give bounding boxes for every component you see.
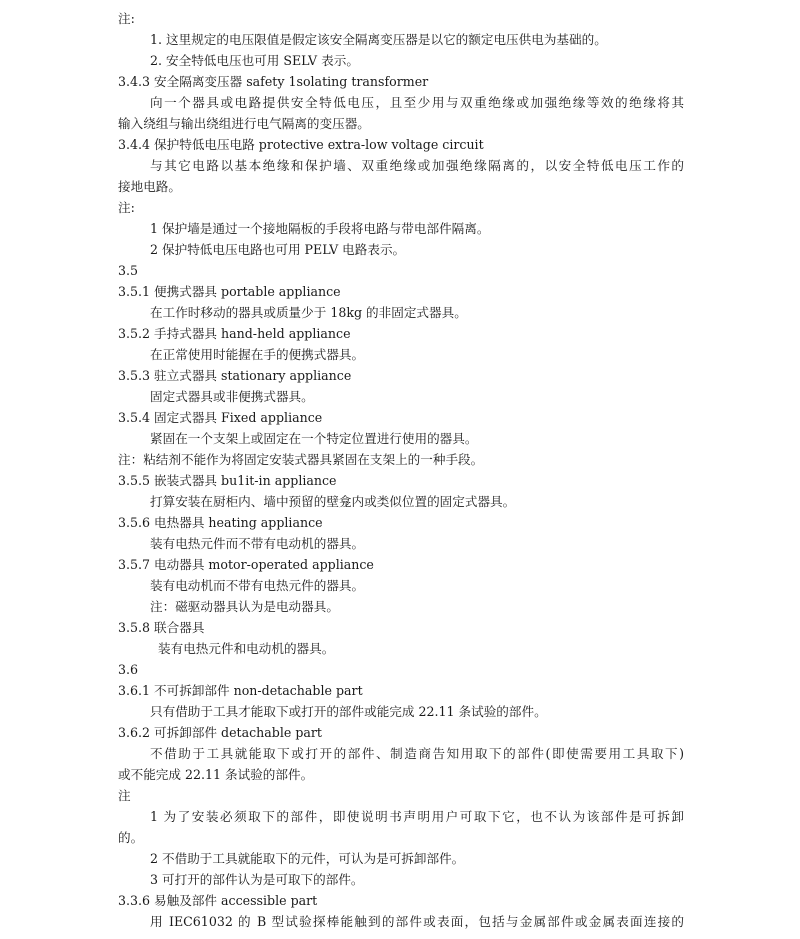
note-item: 的。 [118, 830, 144, 845]
paragraph-line: 或不能完成 22.11 条试验的部件。 [118, 767, 314, 782]
section-heading: 3.5.5 嵌装式器具 bu1it-in appliance [118, 473, 337, 488]
section-heading: 3.6.2 可拆卸部件 detachable part [118, 725, 322, 740]
section-heading: 3.4.3 安全隔离变压器 safety 1solating transformer [118, 74, 429, 89]
section-heading: 3.6 [118, 662, 139, 677]
note-item: 2 不借助于工具就能取下的元件，可认为是可拆卸部件。 [150, 851, 465, 866]
paragraph-line: 向一个器具或电路提供安全特低电压，且至少用与双重绝缘或加强绝缘等效的绝缘将其 [150, 95, 684, 110]
paragraph-line: 装有电动机而不带有电热元件的器具。 [150, 578, 365, 593]
section-heading: 3.5.7 电动器具 motor-operated appliance [118, 557, 374, 572]
note-item: 1. 这里规定的电压限值是假定该安全隔离变压器是以它的额定电压供电为基础的。 [150, 32, 607, 47]
note-line: 注：磁驱动器具认为是电动器具。 [150, 599, 339, 614]
section-heading: 3.4.4 保护特低电压电路 protective extra-low voltage circuit [118, 137, 484, 152]
note-heading: 注 [118, 788, 131, 803]
section-heading: 3.5.1 便携式器具 portable appliance [118, 284, 341, 299]
paragraph-line: 在正常使用时能握在手的便携式器具。 [150, 347, 365, 362]
section-heading: 3.5.3 驻立式器具 stationary appliance [118, 368, 352, 383]
section-heading: 3.5.8 联合器具 [118, 620, 205, 635]
paragraph-line: 固定式器具或非便携式器具。 [150, 389, 314, 404]
note-heading: 注: [118, 11, 135, 26]
section-heading: 3.6.1 不可拆卸部件 non-detachable part [118, 683, 363, 698]
section-heading: 3.5.6 电热器具 heating appliance [118, 515, 323, 530]
paragraph-line: 用 IEC61032 的 B 型试验探棒能触到的部件或表面，包括与金属部件或金属表面连接的 [150, 914, 684, 929]
paragraph-line: 紧固在一个支架上或固定在一个特定位置进行使用的器具。 [150, 431, 478, 446]
note-line: 注：粘结剂不能作为将固定安装式器具紧固在支架上的一种手段。 [118, 452, 484, 467]
section-heading: 3.5 [118, 263, 139, 278]
note-heading: 注: [118, 200, 135, 215]
note-item: 1 为了安装必须取下的部件，即使说明书声明用户可取下它，也不认为该部件是可拆卸 [150, 809, 684, 824]
paragraph-line: 输入绕组与输出绕组进行电气隔离的变压器。 [118, 116, 370, 131]
paragraph-line: 与其它电路以基本绝缘和保护墙、双重绝缘或加强绝缘隔离的，以安全特低电压工作的 [150, 158, 684, 173]
section-heading: 3.3.6 易触及部件 accessible part [118, 893, 318, 908]
section-heading: 3.5.4 固定式器具 Fixed appliance [118, 410, 323, 425]
paragraph-line: 装有电热元件和电动机的器具。 [158, 641, 335, 656]
note-item: 2 保护特低电压电路也可用 PELV 电路表示。 [150, 242, 406, 257]
note-item: 3 可打开的部件认为是可取下的部件。 [150, 872, 364, 887]
note-item: 1 保护墙是通过一个接地隔板的手段将电路与带电部件隔离。 [150, 221, 490, 236]
paragraph-line: 装有电热元件而不带有电动机的器具。 [150, 536, 365, 551]
paragraph-line: 在工作时移动的器具或质量少于 18kg 的非固定式器具。 [150, 305, 467, 320]
paragraph-line: 不借助于工具就能取下或打开的部件、制造商告知用取下的部件(即使需要用工具取下) [150, 746, 684, 761]
paragraph-line: 打算安装在厨柜内、墙中预留的壁龛内或类似位置的固定式器具。 [150, 494, 516, 509]
section-heading: 3.5.2 手持式器具 hand-held appliance [118, 326, 351, 341]
note-item: 2. 安全特低电压也可用 SELV 表示。 [150, 53, 359, 68]
paragraph-line: 接地电路。 [118, 179, 181, 194]
paragraph-line: 只有借助于工具才能取下或打开的部件或能完成 22.11 条试验的部件。 [150, 704, 547, 719]
